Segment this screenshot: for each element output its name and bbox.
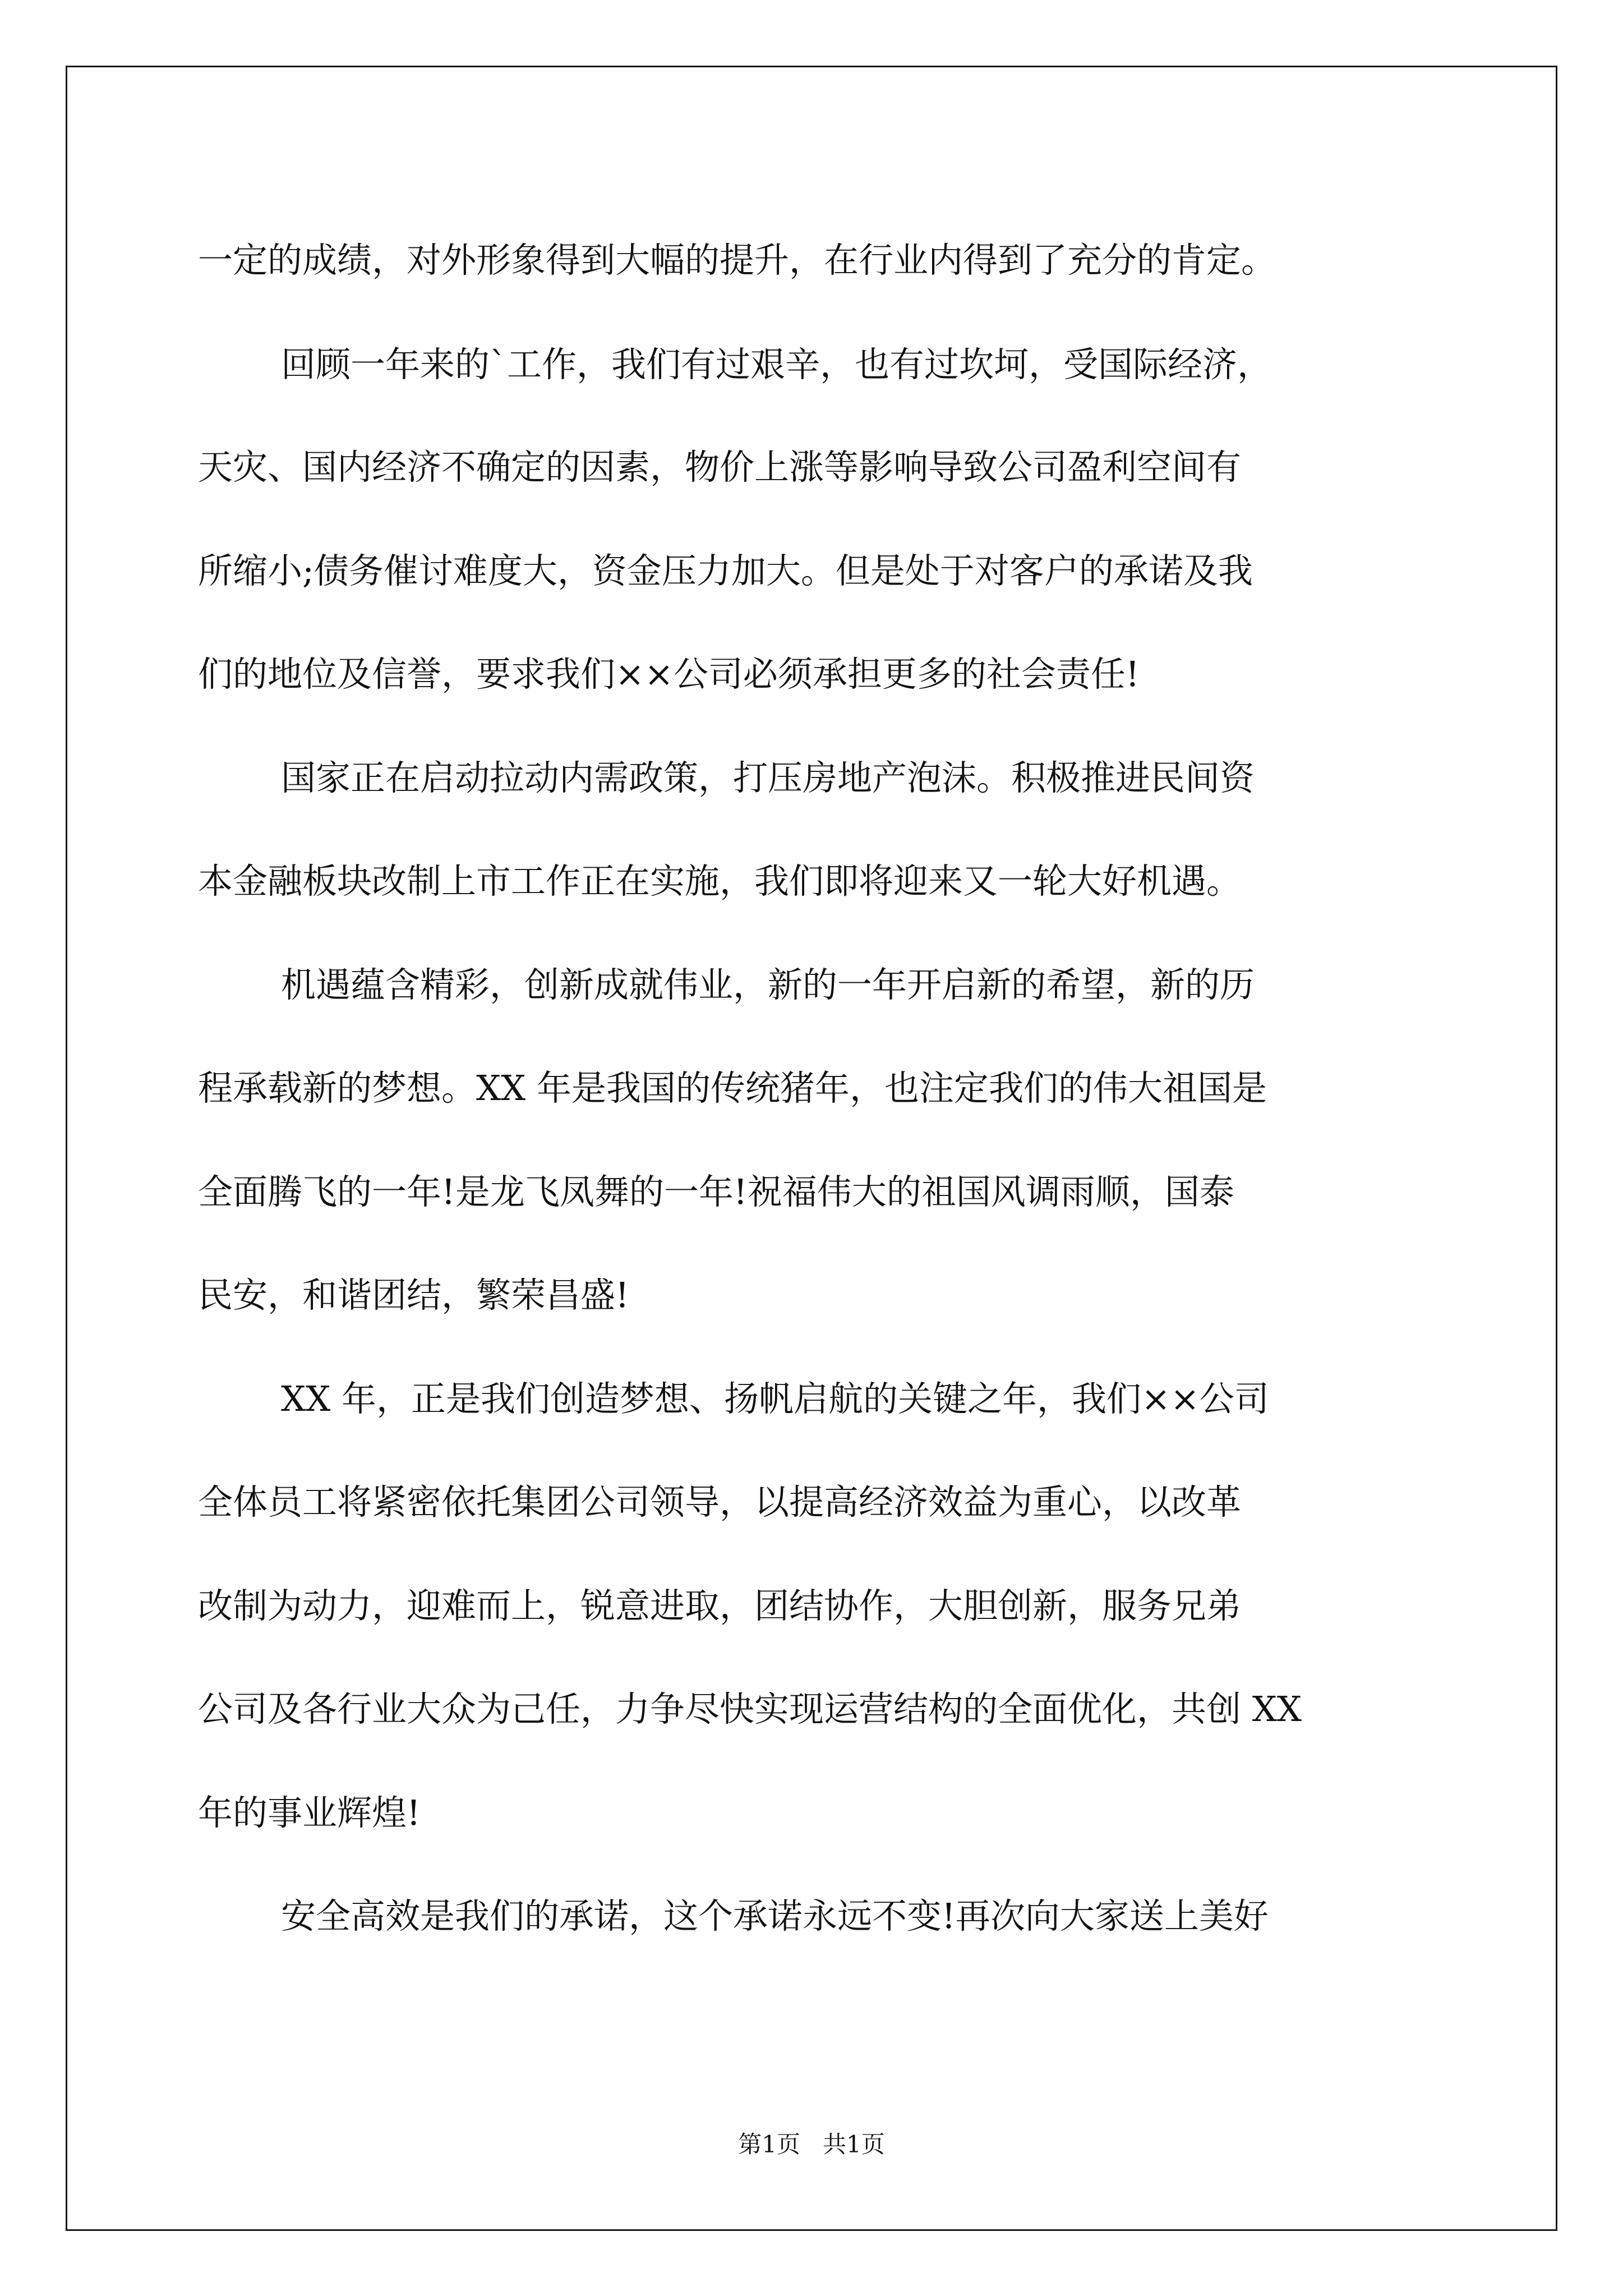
text-line: 一定的成绩，对外形象得到大幅的提升，在行业内得到了充分的肯定。: [198, 240, 1276, 280]
text-line: 改制为动力，迎难而上，锐意进取，团结协作，大胆创新，服务兄弟: [198, 1585, 1242, 1626]
text-line: 程承载新的梦想。XX 年是我国的传统猪年，也注定我们的伟大祖国是: [198, 1068, 1267, 1108]
paragraph-start-line: 机遇蕴含精彩，创新成就伟业，新的一年开启新的希望，新的历: [281, 964, 1255, 1005]
text-line: 年的事业辉煌!: [198, 1792, 421, 1833]
text-line: 公司及各行业大众为己任，力争尽快实现运营结构的全面优化，共创 XX: [198, 1688, 1302, 1729]
text-line: 全面腾飞的一年!是龙飞凤舞的一年!祝福伟大的祖国风调雨顺，国泰: [198, 1171, 1234, 1212]
text-line: 民安，和谐团结，繁荣昌盛!: [198, 1274, 629, 1315]
paragraph-start-line: 国家正在启动拉动内需政策，打压房地产泡沫。积极推进民间资: [281, 757, 1255, 798]
text-line: 天灾、国内经济不确定的因素，物价上涨等影响导致公司盈利空间有: [198, 447, 1242, 487]
text-line: 本金融板块改制上市工作正在实施，我们即将迎来又一轮大好机遇。: [198, 861, 1242, 901]
text-line: 全体员工将紧密依托集团公司领导，以提高经济效益为重心，以改革: [198, 1481, 1242, 1522]
text-line: 所缩小;债务催讨难度大，资金压力加大。但是处于对客户的承诺及我: [198, 550, 1253, 591]
paragraph-start-line: 回顾一年来的`工作，我们有过艰辛，也有过坎坷，受国际经济，: [281, 344, 1272, 385]
paragraph-start-line: 安全高效是我们的承诺，这个承诺永远不变!再次向大家送上美好: [281, 1895, 1269, 1936]
text-line: 们的地位及信誉，要求我们××公司必须承担更多的社会责任!: [198, 654, 1140, 694]
paragraph-start-line: XX 年，正是我们创造梦想、扬帆启航的关键之年，我们××公司: [281, 1378, 1269, 1419]
page-number-footer: 第1页 共1页: [738, 2131, 885, 2158]
